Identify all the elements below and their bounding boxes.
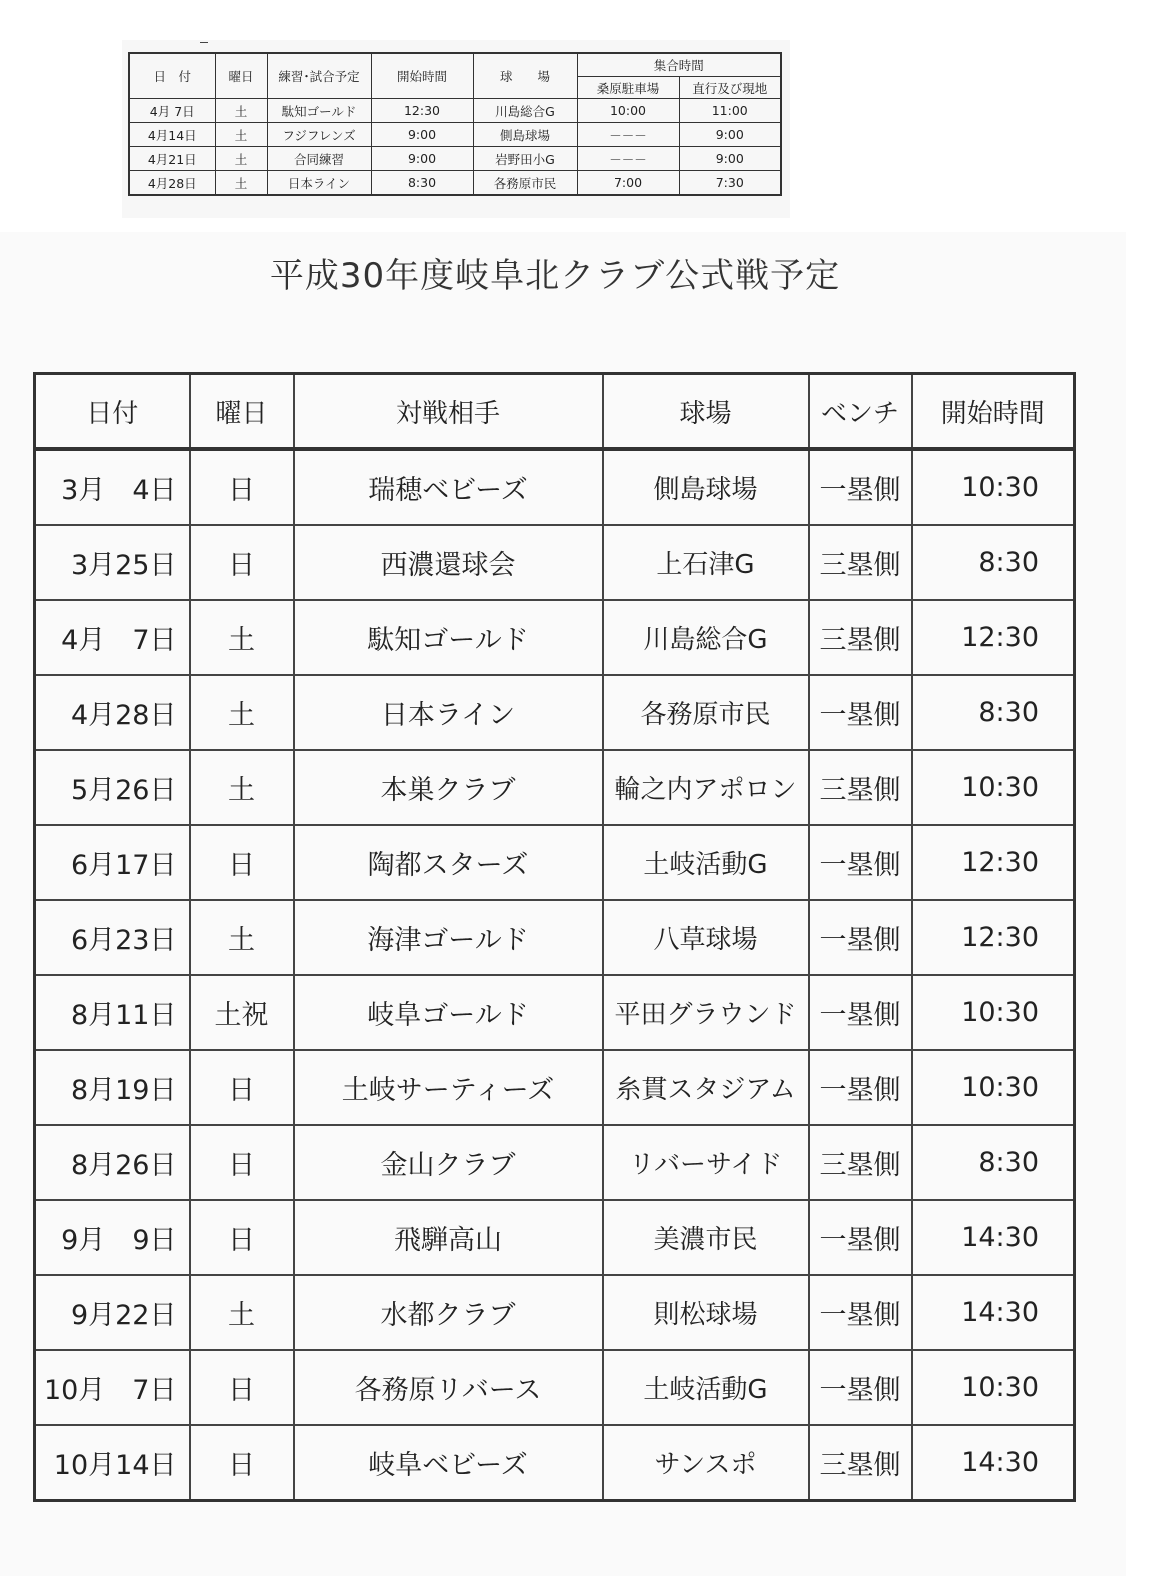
game-weekday: 日 (190, 1125, 294, 1200)
scan-mark (200, 42, 208, 43)
game-field: 美濃市民 (603, 1200, 809, 1275)
game-weekday: 日 (190, 1050, 294, 1125)
practice-plan: 駄知ゴールド (267, 99, 371, 123)
practice-date: 4月14日 (129, 123, 215, 147)
game-field: 則松球場 (603, 1275, 809, 1350)
practice-direct: 9:00 (679, 147, 781, 171)
game-bench: 三塁側 (809, 1125, 912, 1200)
game-date: 3月25日 (35, 525, 190, 600)
game-date: 9月 9日 (35, 1200, 190, 1275)
game-weekday: 日 (190, 1200, 294, 1275)
table-row (35, 600, 1075, 675)
game-opponent: 本巣クラブ (294, 750, 603, 825)
game-date: 3月 4日 (35, 449, 190, 525)
game-bench: 三塁側 (809, 750, 912, 825)
game-start: 8:30 (912, 675, 1075, 750)
game-field: 土岐活動G (603, 1350, 809, 1425)
game-field: 八草球場 (603, 900, 809, 975)
header-start: 開始時間 (912, 374, 1075, 450)
game-opponent: 飛騨高山 (294, 1200, 603, 1275)
practice-parking: 7:00 (577, 171, 679, 196)
game-start: 10:30 (912, 1350, 1075, 1425)
practice-field: 側島球場 (473, 123, 577, 147)
practice-row (129, 99, 781, 123)
game-field: 輪之内アポロン (603, 750, 809, 825)
game-start: 12:30 (912, 900, 1075, 975)
game-bench: 一塁側 (809, 449, 912, 525)
practice-weekday: 土 (215, 123, 267, 147)
game-start: 12:30 (912, 600, 1075, 675)
game-bench: 三塁側 (809, 1425, 912, 1501)
game-start: 14:30 (912, 1275, 1075, 1350)
practice-header-date: 日 付 (129, 53, 215, 99)
practice-start: 8:30 (371, 171, 473, 196)
practice-weekday: 土 (215, 171, 267, 196)
practice-weekday: 土 (215, 99, 267, 123)
table-row (35, 975, 1075, 1050)
practice-weekday: 土 (215, 147, 267, 171)
table-row (35, 449, 1075, 525)
table-row (35, 750, 1075, 825)
practice-header-plan: 練習･試合予定 (267, 53, 371, 99)
official-schedule-table (33, 372, 1076, 1502)
table-row (35, 1350, 1075, 1425)
game-opponent: 駄知ゴールド (294, 600, 603, 675)
game-opponent: 陶都スターズ (294, 825, 603, 900)
practice-direct: 11:00 (679, 99, 781, 123)
game-date: 8月26日 (35, 1125, 190, 1200)
game-start: 8:30 (912, 1125, 1075, 1200)
game-weekday: 土 (190, 675, 294, 750)
game-weekday: 日 (190, 449, 294, 525)
header-weekday: 曜日 (190, 374, 294, 450)
game-date: 8月19日 (35, 1050, 190, 1125)
practice-header-start: 開始時間 (371, 53, 473, 99)
practice-date: 4月21日 (129, 147, 215, 171)
table-row (35, 1200, 1075, 1275)
header-date: 日付 (35, 374, 190, 450)
game-date: 9月22日 (35, 1275, 190, 1350)
game-bench: 一塁側 (809, 900, 912, 975)
game-opponent: 金山クラブ (294, 1125, 603, 1200)
game-bench: 一塁側 (809, 1350, 912, 1425)
page-title: 平成30年度岐阜北クラブ公式戦予定 (269, 256, 841, 296)
game-opponent: 水都クラブ (294, 1275, 603, 1350)
header-bench: ベンチ (809, 374, 912, 450)
practice-start: 9:00 (371, 123, 473, 147)
table-row (35, 1275, 1075, 1350)
practice-header-meet-direct: 直行及び現地 (679, 77, 781, 99)
game-bench: 三塁側 (809, 525, 912, 600)
game-weekday: 日 (190, 825, 294, 900)
game-weekday: 日 (190, 525, 294, 600)
game-field: サンスポ (603, 1425, 809, 1501)
table-row (35, 900, 1075, 975)
practice-direct: 9:00 (679, 123, 781, 147)
game-bench: 一塁側 (809, 975, 912, 1050)
game-start: 10:30 (912, 1050, 1075, 1125)
game-date: 6月17日 (35, 825, 190, 900)
game-start: 10:30 (912, 449, 1075, 525)
practice-field: 川島総合G (473, 99, 577, 123)
game-opponent: 岐阜ベビーズ (294, 1425, 603, 1501)
game-date: 4月 7日 (35, 600, 190, 675)
practice-row (129, 147, 781, 171)
game-field: 平田グラウンド (603, 975, 809, 1050)
game-start: 10:30 (912, 975, 1075, 1050)
practice-schedule-table (128, 52, 782, 196)
game-date: 5月26日 (35, 750, 190, 825)
header-opponent: 対戦相手 (294, 374, 603, 450)
game-field: 上石津G (603, 525, 809, 600)
practice-start: 12:30 (371, 99, 473, 123)
game-field: 糸貫スタジアム (603, 1050, 809, 1125)
practice-header-meeting: 集合時間 (577, 53, 781, 77)
header-field: 球場 (603, 374, 809, 450)
game-opponent: 各務原リバース (294, 1350, 603, 1425)
game-bench: 一塁側 (809, 825, 912, 900)
practice-row (129, 123, 781, 147)
game-weekday: 日 (190, 1350, 294, 1425)
game-date: 6月23日 (35, 900, 190, 975)
game-bench: 三塁側 (809, 600, 912, 675)
game-opponent: 海津ゴールド (294, 900, 603, 975)
practice-parking: －－－ (577, 123, 679, 147)
practice-plan: 日本ライン (267, 171, 371, 196)
game-start: 14:30 (912, 1425, 1075, 1501)
game-weekday: 日 (190, 1425, 294, 1501)
practice-date: 4月28日 (129, 171, 215, 196)
practice-field: 各務原市民 (473, 171, 577, 196)
game-date: 10月14日 (35, 1425, 190, 1501)
game-field: リバーサイド (603, 1125, 809, 1200)
game-start: 14:30 (912, 1200, 1075, 1275)
practice-date: 4月 7日 (129, 99, 215, 123)
game-start: 12:30 (912, 825, 1075, 900)
game-opponent: 土岐サーティーズ (294, 1050, 603, 1125)
practice-parking: 10:00 (577, 99, 679, 123)
game-field: 各務原市民 (603, 675, 809, 750)
table-row (35, 1050, 1075, 1125)
game-start: 10:30 (912, 750, 1075, 825)
game-opponent: 西濃還球会 (294, 525, 603, 600)
game-bench: 一塁側 (809, 1275, 912, 1350)
game-date: 10月 7日 (35, 1350, 190, 1425)
game-weekday: 土祝 (190, 975, 294, 1050)
game-bench: 一塁側 (809, 675, 912, 750)
game-opponent: 瑞穂ベビーズ (294, 449, 603, 525)
practice-plan: 合同練習 (267, 147, 371, 171)
practice-row (129, 171, 781, 196)
practice-direct: 7:30 (679, 171, 781, 196)
game-weekday: 土 (190, 750, 294, 825)
practice-plan: フジフレンズ (267, 123, 371, 147)
table-row (35, 1425, 1075, 1501)
game-opponent: 日本ライン (294, 675, 603, 750)
game-bench: 一塁側 (809, 1050, 912, 1125)
table-row (35, 675, 1075, 750)
practice-parking: －－－ (577, 147, 679, 171)
table-row (35, 825, 1075, 900)
game-date: 8月11日 (35, 975, 190, 1050)
game-opponent: 岐阜ゴールド (294, 975, 603, 1050)
game-field: 側島球場 (603, 449, 809, 525)
game-weekday: 土 (190, 900, 294, 975)
game-field: 川島総合G (603, 600, 809, 675)
practice-header-weekday: 曜日 (215, 53, 267, 99)
practice-header-field: 球 場 (473, 53, 577, 99)
game-bench: 一塁側 (809, 1200, 912, 1275)
game-weekday: 土 (190, 600, 294, 675)
table-row (35, 1125, 1075, 1200)
table-row (35, 525, 1075, 600)
game-date: 4月28日 (35, 675, 190, 750)
practice-start: 9:00 (371, 147, 473, 171)
game-weekday: 土 (190, 1275, 294, 1350)
practice-header-meet-parking: 桑原駐車場 (577, 77, 679, 99)
game-field: 土岐活動G (603, 825, 809, 900)
practice-field: 岩野田小G (473, 147, 577, 171)
game-start: 8:30 (912, 525, 1075, 600)
